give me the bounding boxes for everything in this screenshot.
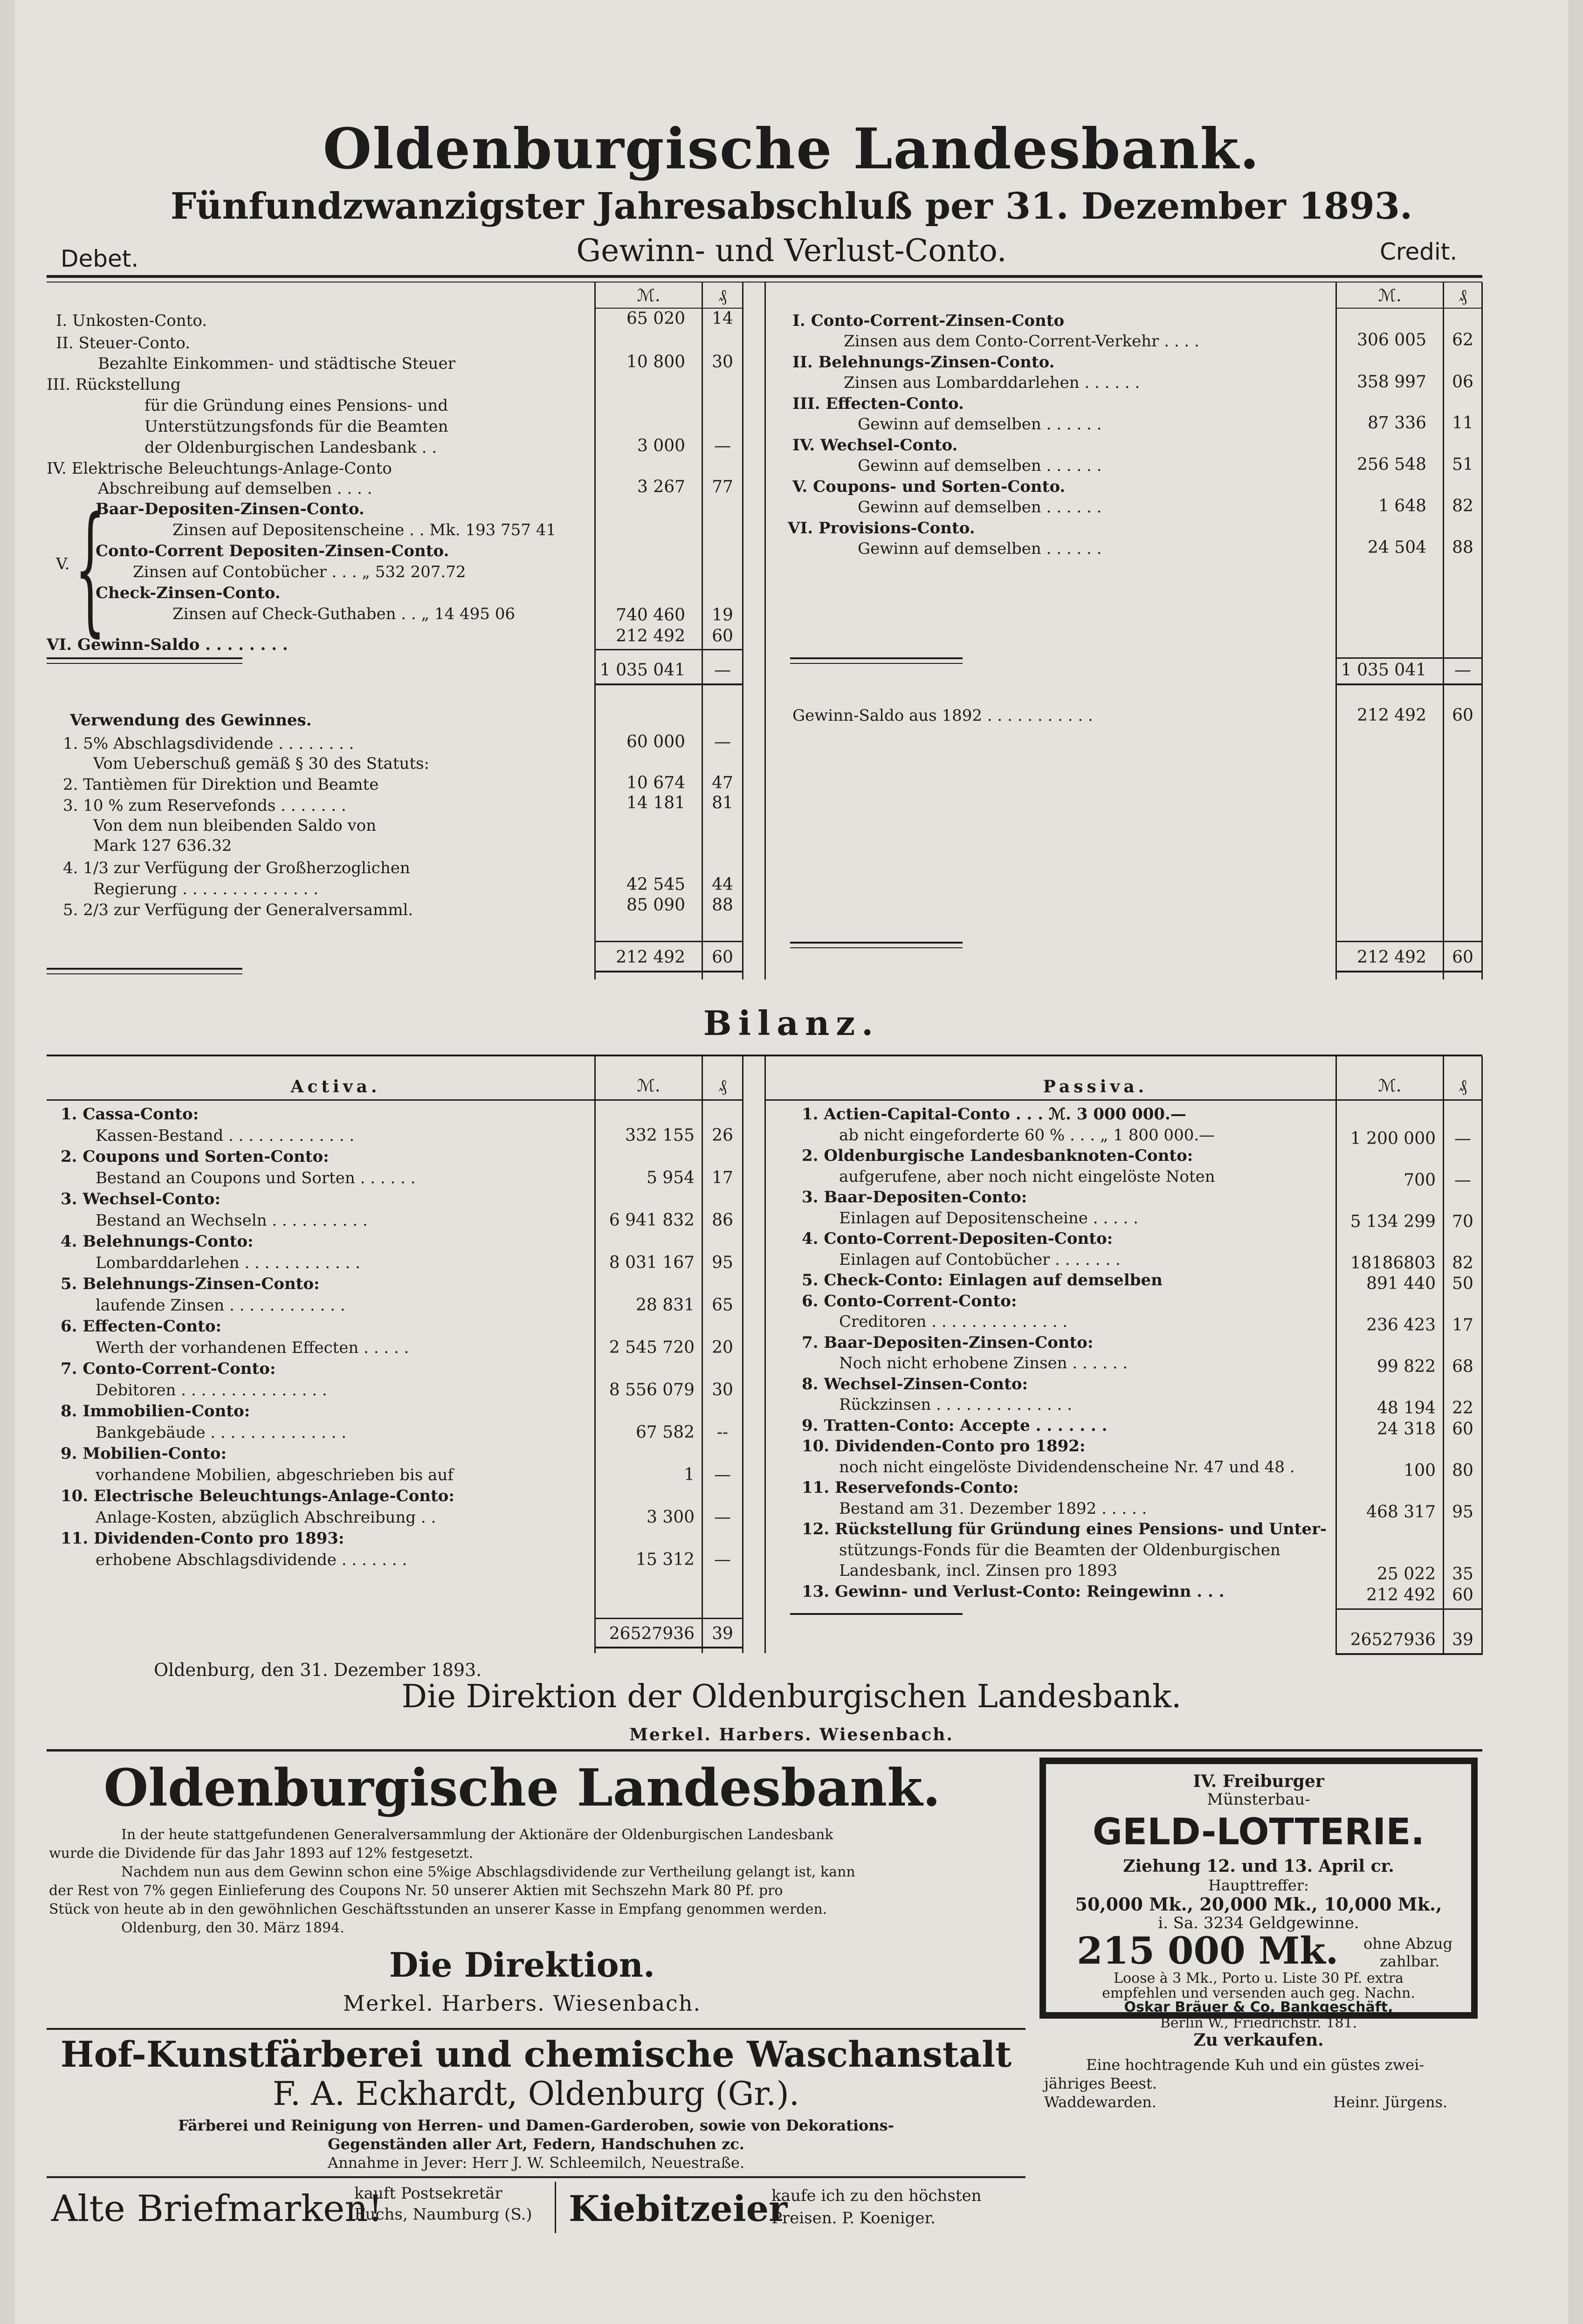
gv-debit-pf: 77 [712, 477, 733, 497]
activa-row-pf: 65 [712, 1295, 733, 1315]
passiva-row-pf: 22 [1452, 1399, 1473, 1418]
notice-title: Oldenburgische Landesbank. [103, 1758, 941, 1818]
gv-debit-mark: 65 020 [626, 309, 685, 328]
passiva-row-label: aufgerufene, aber noch nicht eingelöste Noten [839, 1167, 1215, 1186]
lottery-recommend: empfehlen und versenden auch geg. Nachn. [1102, 1985, 1415, 2001]
section-title-gv: Gewinn- und Verlust-Conto. [576, 233, 1007, 269]
passiva-account-heading: 3. Baar-Depositen-Conto: [802, 1188, 1027, 1207]
activa-row-pf: 30 [712, 1380, 733, 1400]
activa-total-rule-b [594, 1647, 743, 1648]
activa-account-heading: 4. Belehnungs-Conto: [61, 1232, 254, 1251]
lottery-headline: GELD-LOTTERIE. [1092, 1811, 1425, 1853]
passiva-row-label: Landesbank, incl. Zinsen pro 1893 [839, 1561, 1118, 1580]
verwendung-row: Vom Ueberschuß gemäß § 30 des Statuts: [93, 754, 429, 773]
gv-debit-total-rule [594, 683, 743, 685]
activa-row-mark: 5 954 [646, 1168, 695, 1187]
passiva-end-rule-a [790, 1613, 963, 1615]
gv-credit-total-pf: — [1454, 661, 1471, 680]
gv-col-header-rule-r [1335, 308, 1483, 309]
gv-debit-label: Unterstützungsfonds für die Beamten [145, 417, 448, 436]
passiva-row-mark: 48 194 [1377, 1399, 1436, 1418]
verwendung-row: Von dem nun bleibenden Saldo von [93, 816, 377, 835]
bank-title: Oldenburgische Landesbank. [323, 116, 1260, 182]
activa-account-heading: 3. Wechsel-Conto: [61, 1190, 220, 1208]
verwendung-mark: 10 674 [626, 773, 685, 793]
eggs-text-1: kaufe ich zu den höchsten [771, 2186, 982, 2205]
activa-row-mark: 28 831 [636, 1295, 695, 1315]
passiva-row-mark: 212 492 [1366, 1585, 1436, 1605]
gv-debit-mark-header: ℳ. [637, 286, 661, 305]
gv-credit-label: II. Belehnungs-Zinsen-Conto. [792, 353, 1055, 372]
lottery-prizes-label: Haupttreffer: [1208, 1876, 1309, 1894]
passiva-row-pf: 17 [1452, 1316, 1473, 1335]
activa-row-mark: 332 155 [625, 1125, 695, 1145]
activa-account-heading: 7. Conto-Corrent-Conto: [61, 1359, 276, 1378]
activa-row-label: Anlage-Kosten, abzüglich Abschreibung . . [96, 1508, 436, 1527]
verwendung-row: 4. 1/3 zur Verfügung der Großherzoglichen [63, 859, 410, 877]
activa-row-mark: 1 [684, 1465, 695, 1484]
activa-row-pf: 17 [712, 1168, 733, 1187]
report-subtitle: Fünfundzwanzigster Jahresabschluß per 31. Dezember 1893. [170, 185, 1413, 228]
passiva-row-mark: 1 200 000 [1350, 1129, 1436, 1148]
gv-credit-pf: 60 [1452, 706, 1473, 725]
passiva-row-mark: 5 134 299 [1350, 1212, 1436, 1231]
gv-credit-label: Gewinn auf demselben . . . . . . [858, 539, 1102, 558]
dye-line1: Färberei und Reinigung von Herren- und Damen-Garderoben, sowie von Dekorations- [178, 2117, 894, 2134]
gv-credit-mark: 212 492 [1357, 706, 1426, 725]
verwendung-row: Mark 127 636.32 [93, 836, 232, 855]
notice-line: Stück von heute ab in den gewöhnlichen Geschäftsstunden an unserer Kasse in Empfang genommen werden. [49, 1901, 827, 1917]
gv-debit-label: Conto-Corrent Depositen-Zinsen-Conto. [96, 542, 449, 560]
sep-rule-3 [47, 2176, 1026, 2178]
passiva-row-label: ab nicht eingeforderte 60 % . . . „ 1 800 000.— [839, 1125, 1215, 1145]
verwendung-rule-left-b [47, 973, 242, 974]
gv-credit-label: VI. Provisions-Conto. [788, 519, 975, 538]
passiva-account-heading: 1. Actien-Capital-Conto . . . ℳ. 3 000 000.— [802, 1105, 1186, 1124]
activa-account-heading: 6. Effecten-Conto: [61, 1317, 222, 1336]
lottery-line1: IV. Freiburger [1193, 1772, 1324, 1791]
gv-credit-pf: 11 [1452, 414, 1473, 433]
gv-credit-label: I. Conto-Corrent-Zinsen-Conto [792, 311, 1065, 330]
passiva-row-pf: 95 [1452, 1502, 1473, 1522]
bilanz-passiva-mark-header: ℳ. [1378, 1076, 1402, 1096]
activa-row-label: Bestand an Coupons und Sorten . . . . . . [96, 1168, 416, 1187]
passiva-row-mark: 468 317 [1366, 1502, 1436, 1522]
activa-row-pf: 86 [712, 1210, 733, 1230]
gv-debit-pf: 60 [712, 627, 733, 646]
signature-names: Merkel. Harbers. Wiesenbach. [629, 1725, 954, 1745]
bottom-divider [555, 2182, 556, 2233]
gv-credit-pf: 06 [1452, 372, 1473, 392]
gv-debit-label: I. Unkosten-Conto. [56, 311, 207, 330]
gv-right-mark-col-rule [1335, 283, 1337, 979]
passiva-row-label: stützungs-Fonds für die Beamten der Oldenburgischen [839, 1540, 1280, 1559]
activa-row-label: erhobene Abschlagsdividende . . . . . . . [96, 1550, 407, 1569]
credit-label: Credit. [1380, 238, 1458, 265]
gv-credit-pf: 82 [1452, 497, 1473, 516]
activa-row-pf: — [714, 1550, 731, 1569]
sale-place: Waddewarden. [1044, 2093, 1157, 2111]
activa-row-label: Lombarddarlehen . . . . . . . . . . . . [96, 1253, 360, 1272]
verwendung-row: 5. 2/3 zur Verfügung der Generalversamml. [63, 901, 413, 919]
gv-credit-pf: 62 [1452, 331, 1473, 350]
passiva-row-pf: 50 [1452, 1274, 1473, 1293]
notice-names: Merkel. Harbers. Wiesenbach. [343, 1991, 702, 2016]
bilanz-activa-head-rule [47, 1099, 743, 1101]
lottery-no-deduction-1: ohne Abzug [1363, 1935, 1453, 1952]
passiva-account-heading: 4. Conto-Corrent-Depositen-Conto: [802, 1229, 1113, 1248]
verwendung-row: 3. 10 % zum Reservefonds . . . . . . . [63, 796, 346, 815]
bilanz-right-mark-rule [1335, 1056, 1337, 1653]
activa-row-label: Kassen-Bestand . . . . . . . . . . . . . [96, 1126, 355, 1145]
gv-debit-label: Bezahlte Einkommen- und städtische Steuer [98, 354, 455, 373]
gv-credit-label: IV. Wechsel-Conto. [792, 436, 958, 455]
activa-row-mark: 6 941 832 [609, 1210, 695, 1230]
gv-debit-mark: 740 460 [616, 606, 685, 625]
notice-line: In der heute stattgefundenen Generalversammlung der Aktionäre der Oldenburgischen Landesbank [121, 1827, 833, 1843]
bilanz-title: Bilanz. [703, 1003, 880, 1043]
notice-direktion: Die Direktion. [389, 1945, 655, 1985]
verwendung-pf: 44 [712, 875, 733, 894]
gv-debit-label: Zinsen auf Depositenscheine . . Mk. 193 757 41 [172, 521, 556, 539]
activa-account-heading: 10. Electrische Beleuchtungs-Anlage-Conto: [61, 1487, 454, 1505]
activa-row-pf: — [714, 1507, 731, 1527]
passiva-total-rule [1335, 1608, 1483, 1610]
gv-credit-mark: 306 005 [1357, 331, 1426, 350]
passiva-row-label: noch nicht eingelöste Dividendenscheine Nr. 47 und 48 . [839, 1457, 1295, 1476]
passiva-total-rule-b [1335, 1653, 1483, 1655]
dye-name: F. A. Eckhardt, Oldenburg (Gr.). [273, 2075, 799, 2113]
bilanz-passiva-pf-header: ₰ [1459, 1076, 1467, 1096]
gv-debit-total-pf: — [714, 661, 731, 680]
bilanz-activa-pf-header: ₰ [718, 1076, 727, 1096]
passiva-account-heading: 12. Rückstellung für Gründung eines Pensions- und Unter- [802, 1520, 1327, 1538]
gv-credit-label: Gewinn auf demselben . . . . . . [858, 498, 1102, 517]
passiva-account-heading: 13. Gewinn- und Verlust-Conto: Reingewinn . . . [802, 1582, 1225, 1601]
stamps-text-1: kauft Postsekretär [354, 2184, 502, 2203]
sale-text-1: Eine hochtragende Kuh und ein güstes zwei- [1086, 2056, 1425, 2074]
verwendung-sum-rule [594, 941, 743, 942]
gv-debit-label: II. Steuer-Conto. [56, 334, 191, 352]
gv-debit-label: III. Rückstellung [47, 375, 181, 394]
passiva-row-label: Bestand am 31. Dezember 1892 . . . . . [839, 1499, 1147, 1518]
activa-row-mark: 2 545 720 [609, 1338, 695, 1357]
gv-credit-final-rule-left-b [790, 947, 963, 948]
passiva-total: 26527936 [1350, 1630, 1436, 1649]
gv-credit-label: III. Effecten-Conto. [792, 394, 964, 413]
stamps-title: Alte Briefmarken! [51, 2188, 383, 2230]
verwendung-row: Regierung . . . . . . . . . . . . . . [93, 880, 318, 898]
passiva-row-pf: 80 [1452, 1461, 1473, 1480]
verwendung-total: 212 492 [616, 948, 685, 967]
sale-name: Heinr. Jürgens. [1333, 2093, 1448, 2111]
verwendung-row: 1. 5% Abschlagsdividende . . . . . . . . [63, 734, 354, 753]
notice-line: Oldenburg, den 30. März 1894. [121, 1920, 344, 1936]
gv-debit-pf: 30 [712, 352, 733, 372]
passiva-account-heading: 8. Wechsel-Zinsen-Conto: [802, 1374, 1028, 1393]
sale-text-2: jähriges Beest. [1044, 2075, 1157, 2092]
activa-row-mark: 15 312 [636, 1550, 695, 1569]
gv-debit-label: Abschreibung auf demselben . . . . [98, 479, 372, 498]
gv-credit-pf: 51 [1452, 455, 1473, 474]
passiva-row-pf: 60 [1452, 1419, 1473, 1439]
gv-debit-pf: — [714, 436, 731, 455]
activa-row-pf: 26 [712, 1125, 733, 1145]
gv-credit-pf: 88 [1452, 538, 1473, 557]
gv-col-header-rule-l [594, 308, 743, 309]
activa-title: Activa. [290, 1077, 381, 1096]
passiva-row-label: Einlagen auf Depositenscheine . . . . . [839, 1208, 1138, 1228]
activa-row-label: Bestand an Wechseln . . . . . . . . . . [96, 1211, 368, 1230]
gv-credit-mark: 358 997 [1357, 372, 1426, 392]
verwendung-mark: 85 090 [626, 896, 685, 915]
gv-credit-final-total: 212 492 [1357, 948, 1426, 967]
passiva-row-pf: 68 [1452, 1357, 1473, 1376]
gv-center-rule-1 [742, 283, 743, 979]
activa-row-mark: 67 582 [636, 1422, 695, 1442]
gv-credit-total-rule [1335, 683, 1483, 685]
gv-debit-pf-header: ₰ [718, 286, 727, 305]
dye-title: Hof-Kunstfärberei und chemische Waschanstalt [60, 2034, 1012, 2075]
gv-credit-label: Gewinn auf demselben . . . . . . [858, 456, 1102, 475]
passiva-row-mark: 24 318 [1377, 1419, 1436, 1439]
gv-debit-label: der Oldenburgischen Landesbank . . [145, 438, 437, 457]
gv-debit-sum-rule [594, 649, 743, 650]
passiva-account-heading: 10. Dividenden-Conto pro 1892: [802, 1437, 1086, 1455]
gv-credit-mark: 256 548 [1357, 455, 1426, 474]
gv-debit-label: VI. Gewinn-Saldo . . . . . . . . [47, 635, 288, 654]
gv-credit-sum-rule-left-a [790, 657, 963, 659]
passiva-account-heading: 9. Tratten-Conto: Accepte . . . . . . . [802, 1416, 1108, 1435]
passiva-row-mark: 18186803 [1350, 1253, 1436, 1273]
gv-debit-label: IV. Elektrische Beleuchtungs-Anlage-Conto [47, 459, 392, 478]
passiva-account-heading: 6. Conto-Corrent-Conto: [802, 1291, 1017, 1310]
sale-title: Zu verkaufen. [1193, 2030, 1324, 2050]
activa-row-label: Debitoren . . . . . . . . . . . . . . . [96, 1380, 327, 1400]
activa-row-pf: — [714, 1465, 731, 1484]
gv-credit-final-total-pf: 60 [1452, 948, 1473, 967]
gv-debit-pf: 14 [712, 309, 733, 328]
notice-line: Nachdem nun aus dem Gewinn schon eine 5%ige Abschlagsdividende zur Vertheilung gelangt ist, kann [121, 1864, 855, 1880]
passiva-row-pf: 70 [1452, 1212, 1473, 1231]
gv-debit-sum-rule-left-a [47, 657, 242, 659]
stamps-text-2: Fuchs, Naumburg (S.) [354, 2205, 532, 2224]
gv-credit-label: Zinsen aus dem Conto-Corrent-Verkehr . . . . [844, 332, 1199, 351]
eggs-title: Kiebitzeier [569, 2188, 788, 2229]
gv-debit-pf: 19 [712, 606, 733, 625]
bilanz-center-rule-2 [764, 1056, 766, 1653]
sep-rule-1 [47, 1749, 1482, 1752]
gv-left-mark-col-rule [594, 283, 596, 979]
verwendung-mark: 42 545 [626, 875, 685, 894]
activa-row-mark: 8 031 167 [609, 1253, 695, 1272]
passiva-account-heading: 5. Check-Conto: Einlagen auf demselben [802, 1271, 1163, 1290]
lottery-address: Berlin W., Friedrichstr. 181. [1160, 2015, 1357, 2031]
gv-credit-final-rule-left-a [790, 942, 963, 944]
bilanz-activa-mark-header: ℳ. [637, 1076, 661, 1096]
gv-credit-label: Gewinn-Saldo aus 1892 . . . . . . . . . . . [792, 706, 1093, 725]
activa-account-heading: 2. Coupons und Sorten-Conto: [61, 1147, 329, 1166]
bilanz-passiva-head-rule [764, 1099, 1483, 1101]
activa-row-mark: 8 556 079 [609, 1380, 695, 1400]
lottery-prizes: 50,000 Mk., 20,000 Mk., 10,000 Mk., [1075, 1894, 1442, 1915]
gv-credit-pf-header: ₰ [1459, 286, 1467, 305]
passiva-row-pf: — [1454, 1170, 1471, 1190]
sep-rule-2 [47, 2028, 1026, 2030]
gv-credit-sum-rule [1335, 657, 1483, 659]
verwendung-row: 2. Tantièmen für Direktion und Beamte [63, 775, 379, 794]
gv-credit-label: Gewinn auf demselben . . . . . . [858, 415, 1102, 434]
verwendung-pf: — [714, 732, 731, 752]
gv-credit-mark-header: ℳ. [1378, 286, 1402, 305]
activa-row-pf: -- [716, 1422, 729, 1442]
dye-line3: Annahme in Jever: Herr J. W. Schleemilch, Neuestraße. [327, 2154, 745, 2172]
gv-credit-mark: 1 648 [1378, 497, 1426, 516]
passiva-row-pf: 82 [1452, 1253, 1473, 1273]
verwendung-title: Verwendung des Gewinnes. [70, 711, 312, 730]
brace: { [75, 487, 106, 650]
gv-credit-mark: 87 336 [1368, 414, 1426, 433]
activa-row-mark: 3 300 [646, 1507, 695, 1527]
gv-credit-total: 1 035 041 [1341, 661, 1426, 680]
activa-account-heading: 11. Dividenden-Conto pro 1893: [61, 1529, 344, 1548]
activa-row-label: Bankgebäude . . . . . . . . . . . . . . [96, 1423, 347, 1442]
gv-debit-label: Check-Zinsen-Conto. [96, 584, 281, 602]
activa-account-heading: 5. Belehnungs-Zinsen-Conto: [61, 1275, 320, 1293]
passiva-row-pf: 35 [1452, 1565, 1473, 1584]
gv-debit-mark: 3 000 [637, 436, 685, 455]
passiva-account-heading: 2. Oldenburgische Landesbanknoten-Conto: [802, 1146, 1193, 1165]
verwendung-mark: 14 181 [626, 793, 685, 813]
gv-debit-mark: 212 492 [616, 627, 685, 646]
passiva-row-label: Noch nicht erhobene Zinsen . . . . . . [839, 1354, 1128, 1372]
eggs-text-2: Preisen. P. Koeniger. [771, 2209, 936, 2227]
activa-total-rule [594, 1618, 743, 1619]
gv-credit-final-sum-rule [1335, 941, 1483, 942]
passiva-account-heading: 7. Baar-Depositen-Zinsen-Conto: [802, 1333, 1094, 1352]
lottery-total-prizes: i. Sa. 3234 Geldgewinne. [1158, 1914, 1359, 1932]
roman-five: V. [56, 555, 70, 573]
bilanz-center-rule-1 [742, 1056, 743, 1653]
debet-label: Debet. [61, 245, 139, 272]
activa-total-pf: 39 [712, 1624, 733, 1643]
signature-date: Oldenburg, den 31. Dezember 1893. [154, 1660, 482, 1680]
verwendung-pf: 47 [712, 773, 733, 793]
gv-debit-mark: 3 267 [637, 477, 685, 497]
lottery-lots: Loose à 3 Mk., Porto u. Liste 30 Pf. extra [1114, 1970, 1404, 1986]
verwendung-pf: 88 [712, 896, 733, 915]
verwendung-total-rule [594, 971, 743, 972]
activa-row-pf: 20 [712, 1338, 733, 1357]
activa-row-label: Werth der vorhandenen Effecten . . . . . [96, 1338, 409, 1357]
gv-credit-sum-rule-left-b [790, 663, 963, 664]
gv-debit-label: Zinsen auf Check-Guthaben . . „ 14 495 06 [172, 605, 515, 623]
passiva-row-pf: — [1454, 1129, 1471, 1148]
gv-credit-mark: 24 504 [1368, 538, 1426, 557]
activa-total: 26527936 [609, 1624, 695, 1643]
dye-line2: Gegenständen aller Art, Federn, Handschuhen zc. [328, 2135, 744, 2153]
gv-credit-label: V. Coupons- und Sorten-Conto. [792, 477, 1066, 496]
passiva-row-mark: 100 [1404, 1461, 1436, 1480]
passiva-row-label: Rückzinsen . . . . . . . . . . . . . . [839, 1395, 1072, 1414]
bilanz-left-mark-rule [594, 1056, 596, 1653]
notice-line: der Rest von 7% gegen Einlieferung des Coupons Nr. 50 unserer Aktien mit Sechszehn Mark 80 Pf. pro [49, 1883, 783, 1899]
passiva-row-label: Creditoren . . . . . . . . . . . . . . [839, 1312, 1068, 1331]
lottery-bank: Oskar Bräuer & Co, Bankgeschäft, [1124, 1999, 1393, 2015]
gv-right-edge-rule [1481, 283, 1483, 979]
verwendung-rule-left-a [47, 968, 242, 970]
passiva-account-heading: 11. Reservefonds-Conto: [802, 1478, 1019, 1497]
header-rule-top [47, 275, 1482, 278]
signature-direktion: Die Direktion der Oldenburgischen Landesbank. [401, 1678, 1182, 1715]
passiva-row-label: Einlagen auf Contobücher . . . . . . . [839, 1250, 1121, 1269]
gv-debit-label: für die Gründung eines Pensions- und [145, 396, 448, 415]
lottery-draw: Ziehung 12. und 13. April cr. [1123, 1856, 1394, 1876]
gv-debit-mark: 10 800 [626, 352, 685, 372]
activa-account-heading: 1. Cassa-Conto: [61, 1105, 199, 1124]
passiva-row-pf: 60 [1452, 1585, 1473, 1605]
verwendung-pf: 81 [712, 793, 733, 813]
gv-center-rule-2 [764, 283, 766, 979]
gv-credit-label: Zinsen aus Lombarddarlehen . . . . . . [844, 373, 1140, 392]
passiva-row-mark: 700 [1404, 1170, 1436, 1190]
bilanz-right-edge-rule [1481, 1056, 1483, 1653]
lottery-big-amount: 215 000 Mk. [1077, 1929, 1339, 1972]
lottery-no-deduction-2: zahlbar. [1380, 1952, 1440, 1970]
verwendung-mark: 60 000 [626, 732, 685, 752]
activa-account-heading: 8. Immobilien-Conto: [61, 1402, 250, 1421]
notice-line: wurde die Dividende für das Jahr 1893 auf 12% festgesetzt. [49, 1845, 474, 1862]
gv-debit-sum-rule-left-b [47, 663, 242, 664]
gv-debit-total: 1 035 041 [599, 661, 685, 680]
passiva-total-pf: 39 [1452, 1630, 1473, 1649]
activa-row-label: vorhandene Mobilien, abgeschrieben bis auf [96, 1465, 454, 1484]
gv-credit-final-rule [1335, 971, 1483, 972]
passiva-row-mark: 25 022 [1377, 1565, 1436, 1584]
activa-row-pf: 95 [712, 1253, 733, 1272]
passiva-row-mark: 891 440 [1366, 1274, 1436, 1293]
gv-debit-label: Baar-Depositen-Zinsen-Conto. [96, 500, 365, 518]
activa-row-label: laufende Zinsen . . . . . . . . . . . . [96, 1296, 345, 1315]
activa-account-heading: 9. Mobilien-Conto: [61, 1444, 227, 1463]
verwendung-total-pf: 60 [712, 948, 733, 967]
lottery-line2: Münsterbau- [1207, 1790, 1310, 1809]
passiva-row-mark: 236 423 [1366, 1316, 1436, 1335]
gv-debit-label: Zinsen auf Contobücher . . . „ 532 207.72 [133, 563, 466, 581]
passiva-row-mark: 99 822 [1377, 1357, 1436, 1376]
passiva-title: Passiva. [1043, 1077, 1148, 1096]
